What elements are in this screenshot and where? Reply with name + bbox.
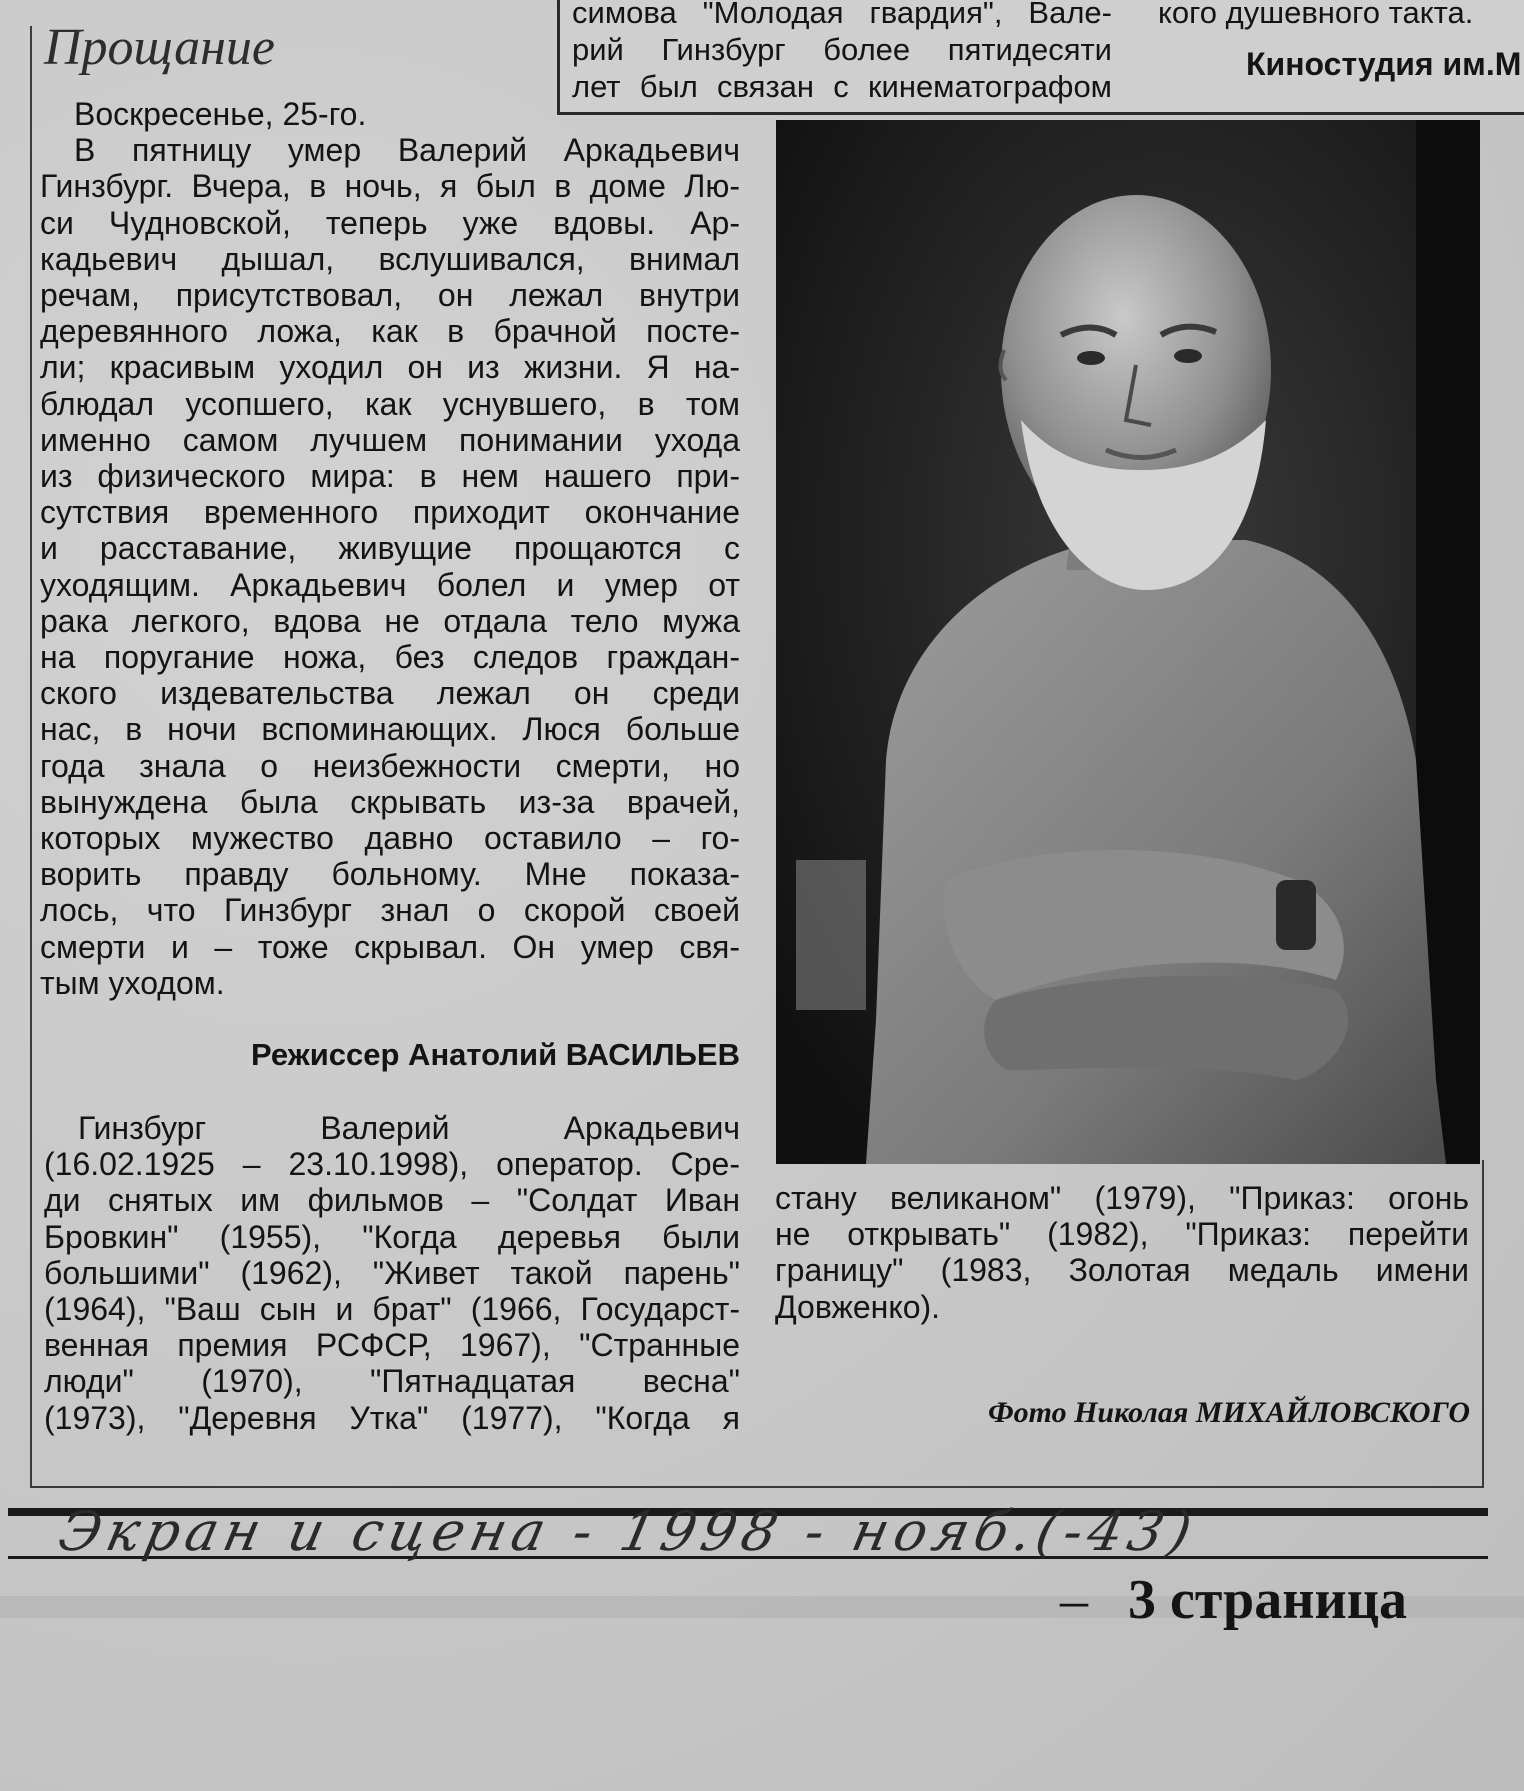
body-line: именно самом лучшем понимании ухода xyxy=(40,421,740,458)
body-line: ворить правду больному. Мне показа- xyxy=(40,856,740,893)
article-date: Воскресенье, 25-го. xyxy=(74,96,367,132)
body-line: и расставание, живущие прощаются с xyxy=(40,530,740,567)
bio-line: (1964), "Ваш сын и брат" (1966, Государст- xyxy=(44,1291,740,1328)
bio-line: стану великаном" (1979), "Приказ: огонь xyxy=(775,1180,1469,1216)
author-signature: Режиссер Анатолий ВАСИЛЬЕВ xyxy=(251,1037,740,1072)
body-line: блюдал усопшего, как уснувшего, в том xyxy=(40,385,740,422)
body-line: года знала о неизбежности смерти, но xyxy=(40,747,740,784)
body-line: которых мужество давно оставило – го- xyxy=(40,820,740,857)
page-label: 3 страница xyxy=(1128,1569,1407,1631)
body-line: деревянного ложа, как в брачной посте- xyxy=(40,313,740,350)
page-dash: – xyxy=(1060,1569,1088,1631)
bio-line: не открывать" (1982), "Приказ: перейти xyxy=(775,1216,1469,1253)
bio-line: Бровкин" (1955), "Когда деревья были xyxy=(44,1218,740,1255)
body-line: Гинзбург. Вчера, в ночь, я был в доме Лю- xyxy=(40,168,740,205)
body-line: нас, в ночи вспоминающих. Люся больше xyxy=(40,711,740,748)
bio-line: большими" (1962), "Живет такой парень" xyxy=(44,1254,740,1291)
biography-continued xyxy=(775,1180,1469,1325)
body-line: вынуждена была скрывать из-за врачей, xyxy=(40,783,740,820)
body-line: ли; красивым уходил он из жизни. Я на- xyxy=(40,349,740,386)
body-line: ского издевательства лежал он среди xyxy=(40,675,740,712)
portrait-photo xyxy=(776,120,1480,1164)
portrait-illustration xyxy=(776,120,1480,1164)
handwritten-annotation: Экран и сцена - 1998 - нояб.(-43) xyxy=(53,1500,1203,1563)
article-body xyxy=(40,96,740,1001)
body-line: сутствия временного приходит окончание xyxy=(40,494,740,531)
body-line: кадьевич дышал, вслушивался, внимал xyxy=(40,240,740,277)
text-line: симова "Молодая гвардия", Вале- xyxy=(572,0,1112,30)
body-line: смерти и – тоже скрывал. Он умер свя- xyxy=(40,928,740,965)
bio-line: Гинзбург Валерий Аркадьевич xyxy=(78,1110,740,1146)
bio-line: ди снятых им фильмов – "Солдат Иван xyxy=(44,1182,740,1219)
bio-line: границу" (1983, Золотая медаль имени xyxy=(775,1252,1469,1289)
body-line: си Чудновской, теперь уже вдовы. Ар- xyxy=(40,204,740,241)
bio-line: венная премия РСФСР, 1967), "Странные xyxy=(44,1327,740,1364)
body-line: из физического мира: в нем нашего при- xyxy=(40,458,740,495)
previous-article-text-col2: кого душевного такта. xyxy=(1158,0,1474,30)
body-line: лось, что Гинзбург знал о скорой своей xyxy=(40,892,740,929)
bio-line: (16.02.1925 – 23.10.1998), оператор. Сре- xyxy=(44,1146,740,1183)
biography xyxy=(44,1110,740,1436)
body-line: речам, присутствовал, он лежал внутри xyxy=(40,277,740,314)
body-line: уходящим. Аркадьевич болел и умер от xyxy=(40,566,740,603)
text-line: рий Гинзбург более пятидесяти xyxy=(572,32,1112,67)
page-number xyxy=(1060,1568,1407,1632)
text-line: лет был связан с кинематографом xyxy=(572,69,1112,104)
studio-signature: Киностудия им.М xyxy=(1246,46,1522,82)
article-title: Прощание xyxy=(44,19,275,76)
body-line: рака легкого, вдова не отдала тело мужа xyxy=(40,602,740,639)
body-line: на поругание ножа, без следов граждан- xyxy=(40,639,740,676)
body-line: В пятницу умер Валерий Аркадьевич xyxy=(74,132,740,169)
body-line: тым уходом. xyxy=(40,964,225,1001)
bio-line: люди" (1970), "Пятнадцатая весна" xyxy=(44,1363,740,1400)
article-frame-right xyxy=(1482,1160,1484,1486)
photo-credit: Фото Николая МИХАЙЛОВСКОГО xyxy=(988,1396,1470,1429)
bio-line: (1973), "Деревня Утка" (1977), "Когда я xyxy=(44,1399,740,1436)
bio-line: Довженко). xyxy=(775,1288,941,1325)
